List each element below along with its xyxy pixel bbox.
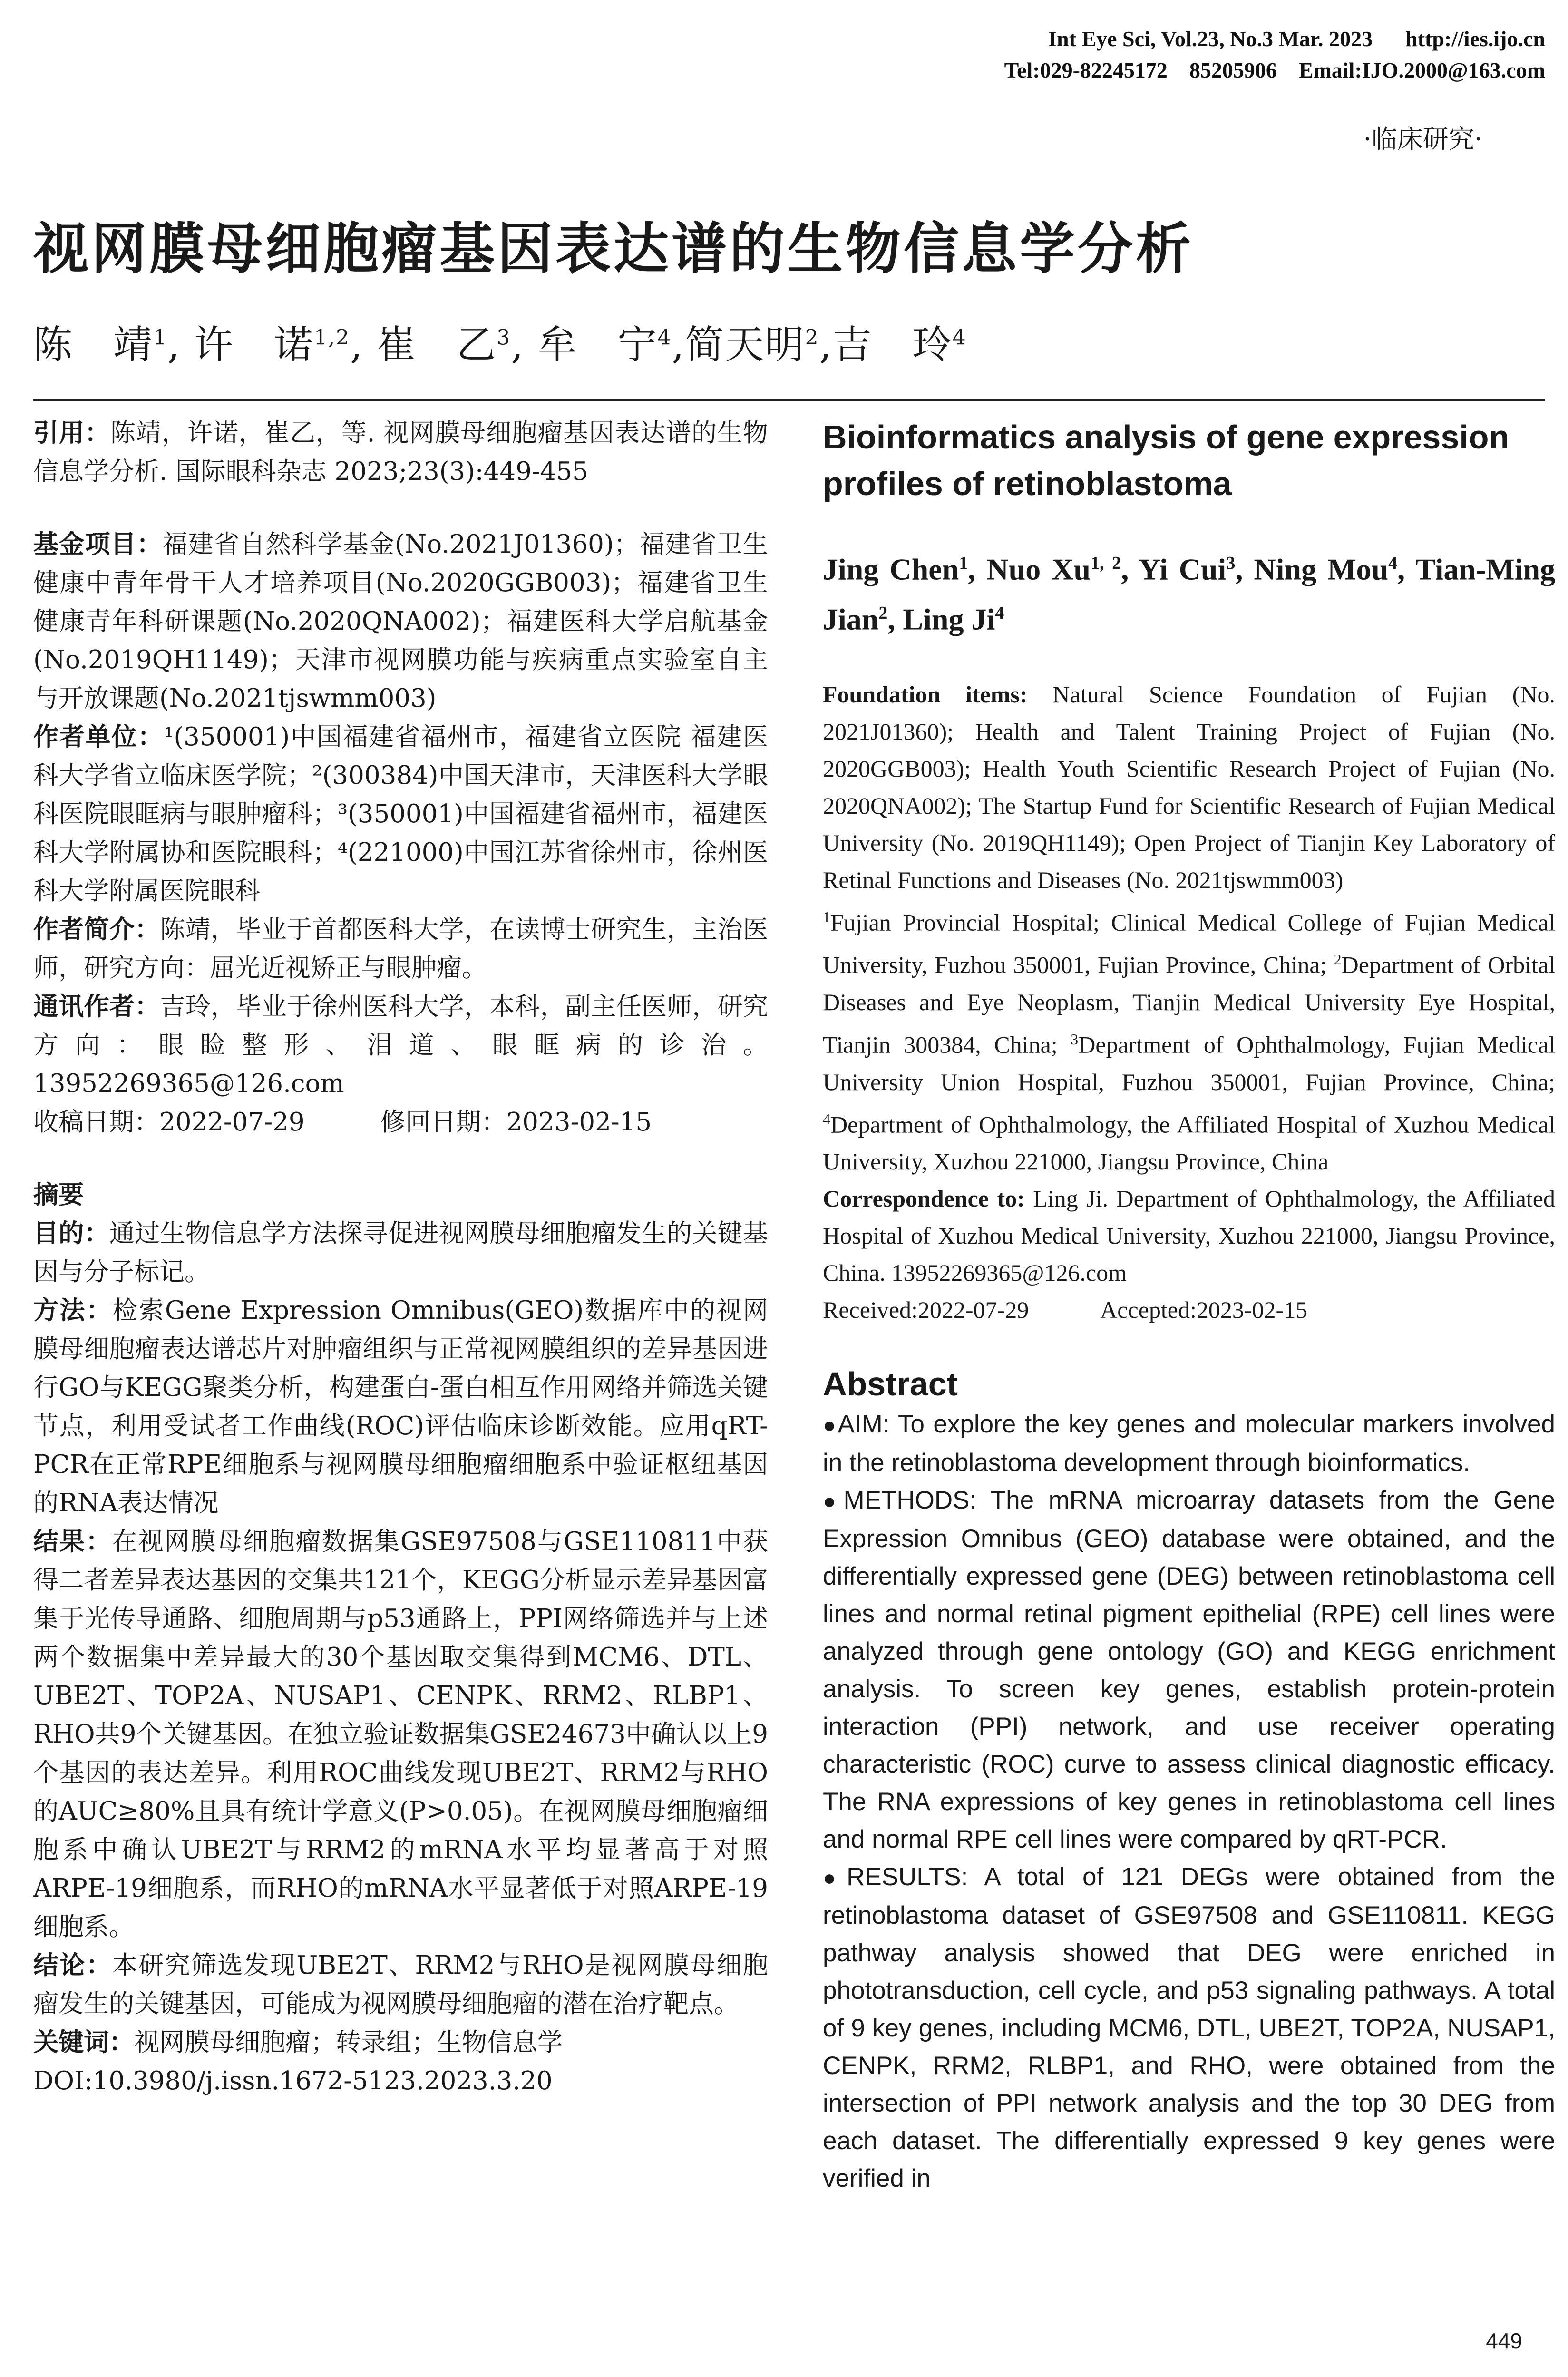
author-name: 崔 乙 xyxy=(377,322,497,368)
author-name: 陈 靖 xyxy=(33,322,154,368)
journal-citation-header: Int Eye Sci, Vol.23, No.3 Mar. 2023 xyxy=(1048,27,1373,51)
methods-paragraph-en xyxy=(823,1481,1555,1858)
keywords-label-zh: 关键词： xyxy=(33,2028,134,2057)
bullet-icon: ● xyxy=(823,1413,838,1438)
author-affil-sup-en: 4 xyxy=(1388,553,1398,573)
citation-paragraph xyxy=(33,414,768,491)
author-list-zh: 陈 靖$^1$, 许 诺$^{1,2}$, 崔 乙$^3$, 牟 宁$^4$,简天明$^2$,吉 玲$^4$ xyxy=(33,322,967,368)
author-affil-sup-en: 1, 2 xyxy=(1091,553,1121,573)
author-name-en: Jing Chen xyxy=(823,552,959,586)
aim-text-zh: 通过生物信息学方法探寻促进视网膜母细胞瘤发生的关键基因与分子标记。 xyxy=(33,1219,769,1286)
results-text-en: A total of 121 DEGs were obtained from the retinoblastoma dataset of GSE97508 and GSE110811. KEGG pathway analysis showed that DEG were enriched in phototransduction, cell cycle, and p53 signaling pathways. A total of 9 key genes, including MCM6, DTL, UBE2T, TOP2A, NUSAP1, CENPK, RRM2, RLBP1, and RHO, were obtained from the intersection of PPI network analysis and the top 30 DEG from each dataset. The differentially expressed 9 key genes were verified in xyxy=(823,1863,1555,2193)
correspondence-text-en: Ling Ji. Department of Ophthalmology, the Affiliated Hospital of Xuzhou Medical University, Xuzhou 221000, Jiangsu Province, China. 13952269365@126.com xyxy=(823,1185,1555,1286)
funding-label: 基金项目： xyxy=(33,530,163,559)
english-title: Bioinformatics analysis of gene expression profiles of retinoblastoma xyxy=(823,419,1510,502)
author-list-en: Jing Chen$^1$, Nuo Xu$^{1, 2}$, Yi Cui$^3$, Ning Mou$^4$, Tian-Ming Jian$^2$, Ling Ji$^4$ xyxy=(823,552,1556,636)
affiliation-text: ¹(350001)中国福建省福州市，福建省立医院 福建医科大学省立临床医学院；²(300384)中国天津市，天津医科大学眼科医院眼眶病与眼肿瘤科；³(350001)中国福建省福州市，福建医科大学附属协和医院眼科；⁴(221000)中国江苏省徐州市，徐州医科大学附属医院眼科 xyxy=(33,722,768,906)
revised-date-zh: 修回日期：2023-02-15 xyxy=(380,1108,652,1137)
author-affil-sup: 4 xyxy=(952,325,967,350)
conclusion-label-zh: 结论： xyxy=(33,1951,113,1980)
methods-label-en: METHODS: xyxy=(843,1486,977,1515)
author-affil-sup: 4 xyxy=(657,325,672,350)
author-affil-sup: 1,2 xyxy=(314,325,351,350)
foundation-label: Foundation items: xyxy=(823,681,1028,708)
citation-text: 陈靖，许诺，崔乙，等. 视网膜母细胞瘤基因表达谱的生物信息学分析. 国际眼科杂志 2023;23(3):449-455 xyxy=(33,419,769,486)
affiliation-paragraph-en xyxy=(823,898,1555,1180)
foundation-text: Natural Science Foundation of Fujian (No. 2021J01360); Health and Talent Training Project of Fujian (No. 2020GGB003); Health Youth Scientific Research Project of Fujian (No. 2020QNA002); The Startup Fund for Scientific Research of Fujian Medical University (No. 2019QH1149); Open Project of Tianjin Key Laboratory of Retinal Functions and Diseases (No. 2021tjswmm003) xyxy=(823,681,1556,893)
doi[interactable]: DOI:10.3980/j.issn.1672-5123.2023.3.20 xyxy=(33,2066,553,2095)
journal-email[interactable]: Email:IJO.2000@163.com xyxy=(1298,58,1545,82)
author-bio-paragraph xyxy=(33,910,768,987)
title-divider xyxy=(33,399,1545,401)
affil-sup: 4 xyxy=(823,1110,830,1128)
author-affil-sup-en: 1 xyxy=(959,553,968,573)
affil-sup: 3 xyxy=(1071,1030,1079,1048)
conclusion-text-zh: 本研究筛选发现UBE2T、RRM2与RHO是视网膜母细胞瘤发生的关键基因，可能成为视网膜母细胞瘤的潜在治疗靶点。 xyxy=(33,1951,769,2018)
author-affil-sup: 2 xyxy=(805,325,819,350)
aim-paragraph-en xyxy=(823,1405,1555,1481)
methods-paragraph-zh xyxy=(33,1291,768,1522)
author-name: 吉 玲 xyxy=(832,322,953,368)
journal-url[interactable]: http://ies.ijo.cn xyxy=(1405,27,1545,51)
correspondence-text-zh: 吉玲，毕业于徐州医科大学，本科，副主任医师，研究方向：眼睑整形、泪道、眼眶病的诊治。13952269365@126.com xyxy=(33,992,769,1098)
dates-zh xyxy=(33,1103,768,1141)
correspondence-label-zh: 通讯作者： xyxy=(33,992,160,1021)
affil-sup: 1 xyxy=(823,908,830,925)
affiliation-1: Fujian Provincial Hospital; Clinical Medical College of Fujian Medical University, Fuzhou 350001, Fujian Province, China; xyxy=(823,909,1555,978)
bullet-icon: ● xyxy=(823,1489,844,1514)
section-label: ·临床研究· xyxy=(1363,124,1482,154)
dates-en xyxy=(823,1291,1555,1328)
methods-text-zh: 检索Gene Expression Omnibus(GEO)数据库中的视网膜母细胞瘤表达谱芯片对肿瘤组织与正常视网膜组织的差异基因进行GO与KEGG聚类分析，构建蛋白-蛋白相互作用网络并筛选关键节点，利用受试者工作曲线(ROC)评估临床诊断效能。应用qRT-PCR在正常RPE细胞系与视网膜母细胞瘤细胞系中验证枢纽基因的RNA表达情况 xyxy=(33,1296,768,1518)
author-name-en: Ling Ji xyxy=(903,602,995,636)
correspondence-label-en: Correspondence to: xyxy=(823,1185,1025,1212)
abstract-heading-en: Abstract xyxy=(823,1365,958,1403)
correspondence-paragraph-zh xyxy=(33,987,768,1103)
aim-label-en: AIM: xyxy=(838,1410,890,1439)
methods-label-zh: 方法： xyxy=(33,1296,113,1325)
author-affil-sup: 3 xyxy=(497,325,511,350)
funding-text: 福建省自然科学基金(No.2021J01360)；福建省卫生健康中青年骨干人才培养项目(No.2020GGB003)；福建省卫生健康青年科研课题(No.2020QNA002)；福建医科大学启航基金(No.2019QH1149)；天津市视网膜功能与疾病重点实验室自主与开放课题(No.2021tjswmm003) xyxy=(33,530,768,713)
aim-text-en: To explore the key genes and molecular markers involved in the retinoblastoma development through bioinformatics. xyxy=(823,1410,1555,1477)
journal-header-line2 xyxy=(1004,56,1545,85)
aim-label-zh: 目的： xyxy=(33,1219,109,1248)
author-affil-sup-en: 2 xyxy=(878,603,888,623)
results-label-en: RESULTS: xyxy=(847,1863,968,1891)
methods-text-en: The mRNA microarray datasets from the Gene Expression Omnibus (GEO) database were obtained, and the differentially expressed gene (DEG) between retinoblastoma cell lines and normal retinal pigment epithelial (RPE) cell lines were analyzed through gene ontology (GO) and KEGG enrichment analysis. To screen key genes, establish protein-protein interaction (PPI) network, and use receiver operating characteristic (ROC) curve to assess clinical diagnostic efficacy. The RNA expressions of key genes in retinoblastoma cell lines and normal RPE cell lines were compared by qRT-PCR. xyxy=(823,1486,1555,1854)
author-affil-sup: 1 xyxy=(153,325,168,350)
author-name-en: Nuo Xu xyxy=(986,552,1091,586)
bullet-icon: ● xyxy=(823,1865,847,1890)
author-name-en: Ning Mou xyxy=(1254,552,1389,586)
affiliation-2: Department of Orbital Diseases and Eye Neoplasm, Tianjin Medical University Eye Hospital, Tianjin 300384, China; xyxy=(823,951,1556,1058)
received-date-zh: 收稿日期：2022-07-29 xyxy=(33,1108,305,1137)
affiliation-3: Department of Ophthalmology, Fujian Medical University Union Hospital, Fuzhou 350001, Fujian Province, China; xyxy=(823,1031,1555,1095)
foundation-paragraph xyxy=(823,676,1555,898)
author-name: 简天明 xyxy=(685,322,805,368)
accepted-date-en: Accepted:2023-02-15 xyxy=(1100,1296,1308,1324)
journal-header-line1 xyxy=(1048,25,1545,53)
abstract-heading-zh: 摘要 xyxy=(33,1180,84,1209)
correspondence-paragraph-en xyxy=(823,1180,1555,1291)
author-name-en: Yi Cui xyxy=(1138,552,1227,586)
left-column-zh xyxy=(33,414,768,2100)
conclusion-paragraph-zh xyxy=(33,1946,768,2023)
keywords-paragraph-zh xyxy=(33,2023,768,2062)
author-bio-text: 陈靖，毕业于首都医科大学，在读博士研究生，主治医师，研究方向：屈光近视矫正与眼肿瘤。 xyxy=(33,915,769,983)
results-paragraph-en xyxy=(823,1858,1555,2197)
journal-tel: Tel:029-82245172 xyxy=(1004,58,1168,82)
results-text-zh: 在视网膜母细胞瘤数据集GSE97508与GSE110811中获得二者差异表达基因的交集共121个，KEGG分析显示差异基因富集于光传导通路、细胞周期与p53通路上，PPI网络筛选并与上述两个数据集中差异最大的30个基因取交集得到MCM6、DTL、UBE2T、TOP2A、NUSAP1、CENPK、RRM2、RLBP1、RHO共9个关键基因。在独立验证数据集GSE24673中确认以上9个基因的表达差异。利用ROC曲线发现UBE2T、RRM2与RHO的AUC≥80%且具有统计学意义(P>0.05)。在视网膜母细胞瘤细胞系中确认UBE2T与RRM2的mRNA水平均显著高于对照ARPE-19细胞系，而RHO的mRNA水平显著低于对照ARPE-19细胞系。 xyxy=(33,1527,769,1941)
author-affil-sup-en: 4 xyxy=(995,603,1004,623)
affiliation-4: Department of Ophthalmology, the Affiliated Hospital of Xuzhou Medical University, Xuzhou 221000, Jiangsu Province, China xyxy=(823,1111,1555,1175)
results-paragraph-zh xyxy=(33,1522,768,1946)
affil-sup: 2 xyxy=(1334,951,1342,968)
page-title: 视网膜母细胞瘤基因表达谱的生物信息学分析 xyxy=(33,217,1194,281)
author-name: 许 诺 xyxy=(194,322,314,368)
author-name-en: Tian-Ming Jian xyxy=(823,552,1556,636)
keywords-text-zh: 视网膜母细胞瘤；转录组；生物信息学 xyxy=(134,2028,563,2057)
citation-label: 引用： xyxy=(33,419,110,448)
journal-fax: 85205906 xyxy=(1189,58,1277,82)
author-bio-label: 作者简介： xyxy=(33,915,160,944)
page-number: 449 xyxy=(1486,2328,1522,2353)
received-date-en: Received:2022-07-29 xyxy=(823,1296,1029,1324)
right-column-en xyxy=(823,414,1555,2197)
author-name: 牟 宁 xyxy=(537,322,658,368)
affiliation-label: 作者单位： xyxy=(33,722,164,751)
author-affil-sup-en: 3 xyxy=(1226,553,1236,573)
funding-paragraph xyxy=(33,525,768,718)
affiliation-paragraph xyxy=(33,718,768,910)
results-label-zh: 结果： xyxy=(33,1527,112,1556)
aim-paragraph-zh xyxy=(33,1214,768,1291)
